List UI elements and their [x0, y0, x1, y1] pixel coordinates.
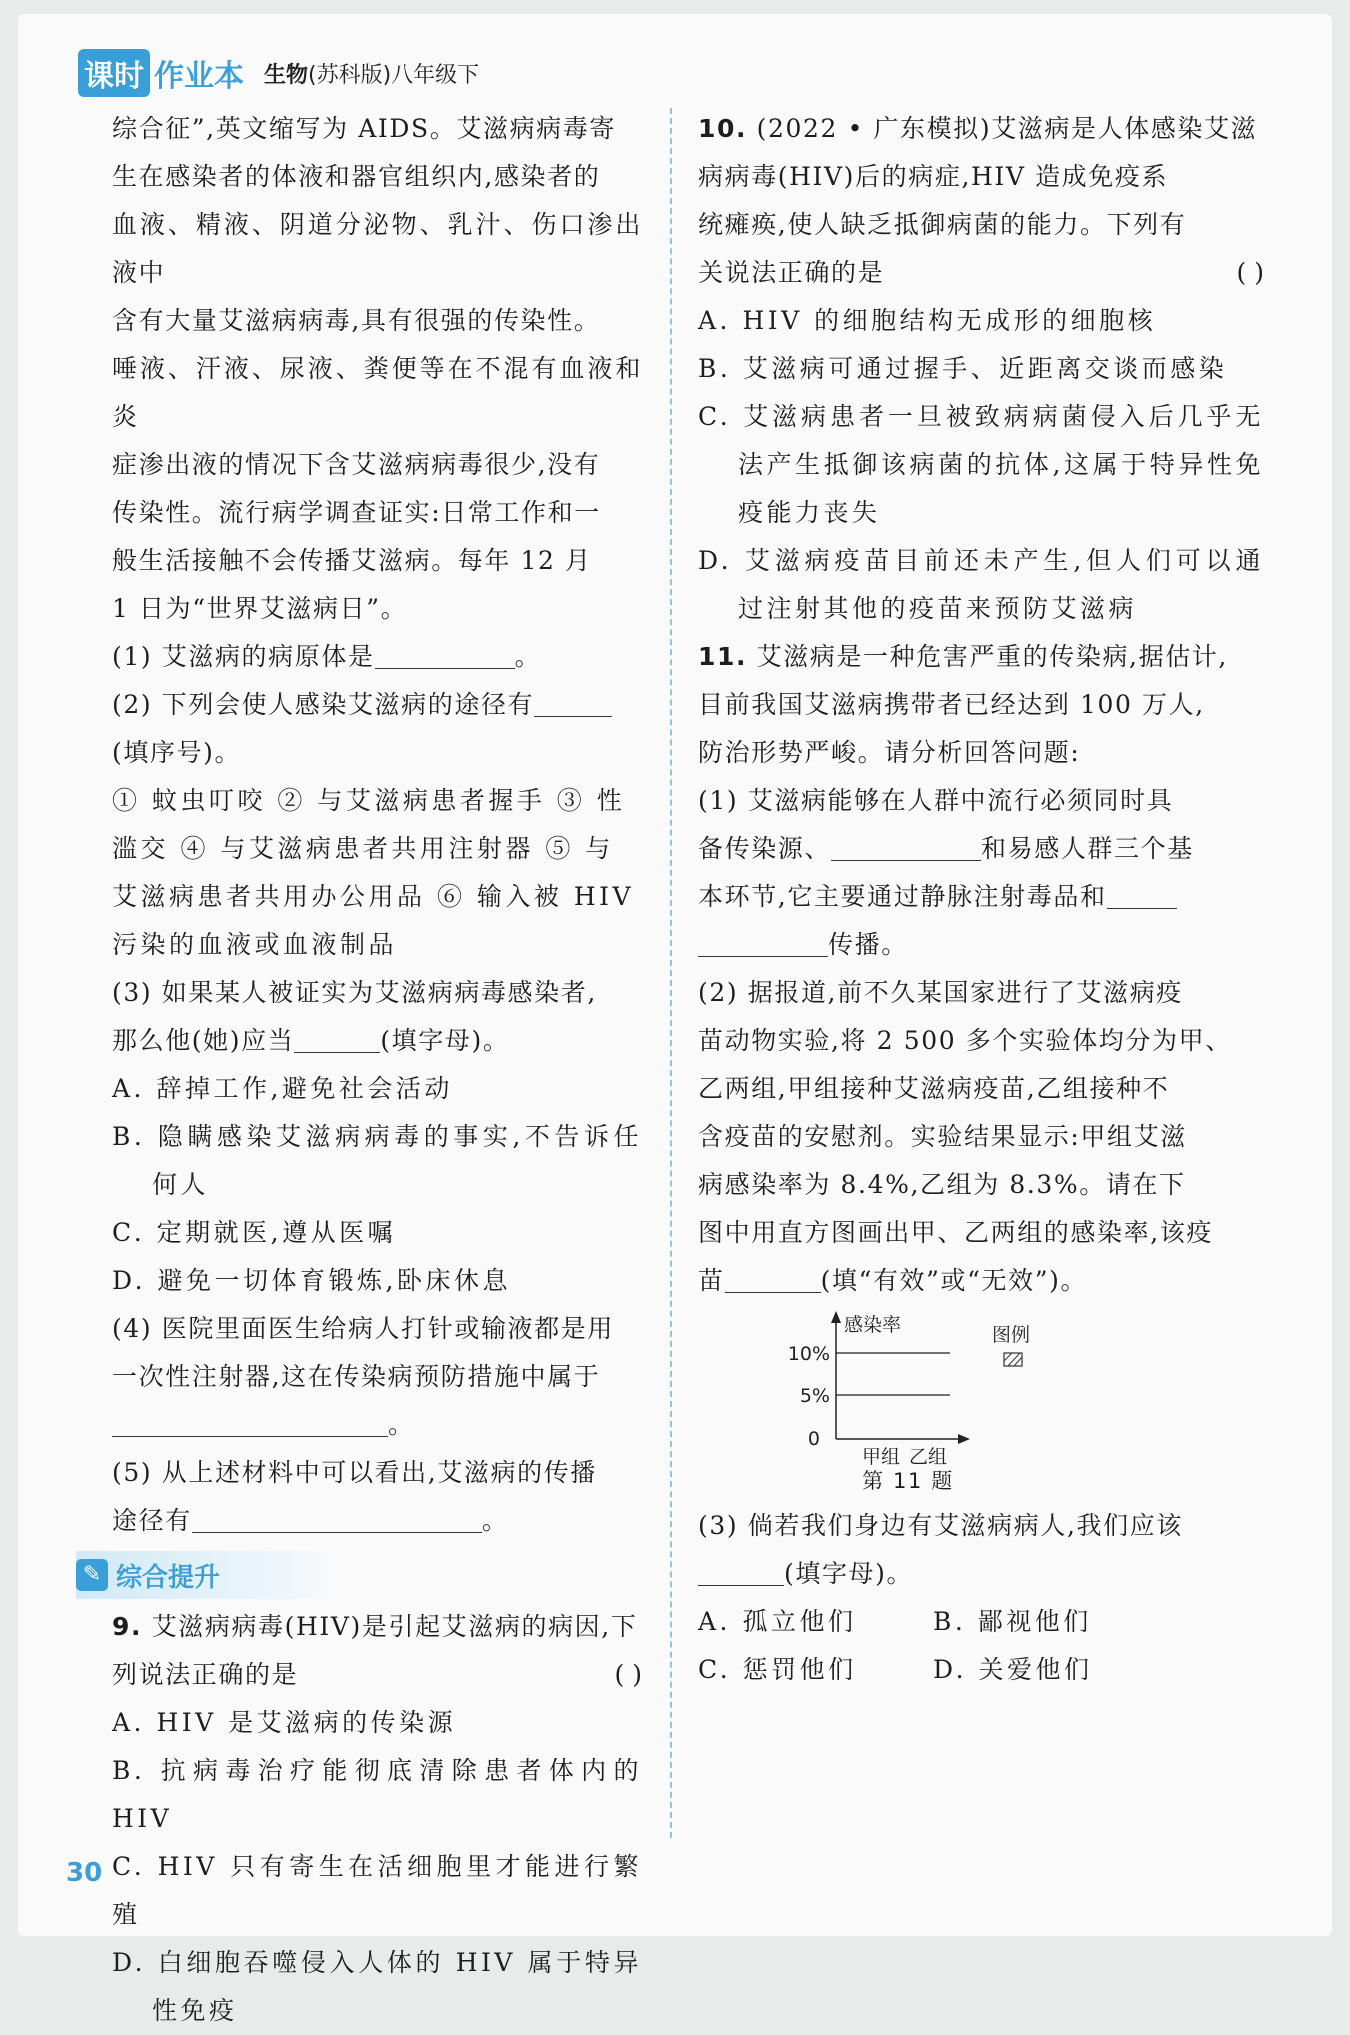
infection-rate-chart	[698, 1311, 1264, 1466]
option-b: B. 隐瞒感染艾滋病病毒的事实,不告诉任何人	[112, 1122, 642, 1199]
option-c: C. HIV 只有寄生在活细胞里才能进行繁殖	[112, 1852, 642, 1929]
text-line: 备传染源、 和易感人群三个基	[698, 834, 1194, 863]
answer-paren[interactable]: ( )	[1236, 258, 1264, 287]
section-title: 综合提升	[116, 1562, 221, 1593]
question-5: (5) 从上述材料中可以看出,艾滋病的传播	[112, 1458, 597, 1487]
text-line: 传播。	[698, 921, 1264, 969]
question-2-options	[112, 777, 642, 969]
column-divider	[670, 108, 672, 1838]
text-line: 病病毒(HIV)后的病症,HIV 造成免疫系	[698, 162, 1169, 191]
x-axis-arrow-icon	[958, 1434, 970, 1444]
intro-passage	[112, 105, 642, 633]
option-d: D. 艾滋病疫苗目前还未产生,但人们可以通过注射其他的疫苗来预防艾滋病	[698, 546, 1264, 623]
option-a: A. HIV 的细胞结构无成形的细胞核	[698, 306, 1157, 335]
legend-hatch	[1004, 1353, 1012, 1361]
answer-blank[interactable]	[534, 688, 612, 717]
answer-blank[interactable]	[375, 640, 515, 669]
text-line: 传染性。流行病学调查证实:日常工作和一	[112, 498, 601, 527]
text-line: 唾液、汗液、尿液、粪便等在不混有血液和炎	[112, 354, 642, 431]
text-line: 症渗出液的情况下含艾滋病病毒很少,没有	[112, 450, 601, 479]
page-number: 30	[66, 1858, 103, 1888]
question-2: (2) 下列会使人感染艾滋病的途径有	[112, 681, 642, 729]
text-line: 关说法正确的是 ( )	[698, 249, 1264, 297]
text-line: 1 日为“世界艾滋病日”。	[112, 594, 408, 623]
text-line: 11. 艾滋病是一种危害严重的传染病,据估计,	[698, 642, 1228, 671]
question-2-cont: (填序号)。	[112, 738, 242, 767]
text-line: 本环节,它主要通过静脉注射毒品和	[698, 873, 1264, 921]
text-line: 苗动物实验,将 2 500 多个实验体均分为甲、	[698, 1026, 1232, 1055]
text-line: 10. (2022 • 广东模拟)艾滋病是人体感染艾滋	[698, 114, 1258, 143]
chart-svg	[698, 1311, 1264, 1466]
option-a: A. 孤立他们	[698, 1607, 857, 1636]
answer-blank[interactable]	[725, 1264, 821, 1293]
text-line: (1) 艾滋病能够在人群中流行必须同时具	[698, 786, 1174, 815]
text-line: 苗 (填“有效”或“无效”)。	[698, 1266, 1088, 1295]
text-line: (2) 据报道,前不久某国家进行了艾滋病疫	[698, 978, 1183, 1007]
pencil-icon: ✎	[76, 1559, 108, 1591]
option-d: D. 避免一切体育锻炼,卧床休息	[112, 1266, 511, 1295]
text-line: (3) 倘若我们身边有艾滋病病人,我们应该	[698, 1511, 1183, 1540]
logo-badge: 课时	[78, 49, 150, 97]
answer-blank[interactable]	[1107, 880, 1177, 909]
text-line: (填字母)。	[698, 1550, 1264, 1598]
answer-blank[interactable]	[698, 928, 828, 957]
text-line: 般生活接触不会传播艾滋病。每年 12 月	[112, 546, 592, 575]
question-1: (1) 艾滋病的病原体是 。	[112, 642, 542, 671]
option-b: B. 鄙视他们	[933, 1607, 1092, 1636]
option-d: D. 关爱他们	[933, 1655, 1093, 1684]
x-tick-label: 甲组	[861, 1446, 901, 1466]
subject-label: 生物(苏科版)八年级下	[264, 62, 480, 88]
question-9-options	[112, 1699, 642, 2035]
question-4: (4) 医院里面医生给病人打针或输液都是用	[112, 1314, 614, 1343]
y-axis-arrow-icon	[831, 1311, 841, 1323]
page-header	[78, 48, 479, 98]
option-line: 艾滋病患者共用办公用品 ⑥ 输入被 HIV	[112, 882, 635, 911]
option-c: C. 定期就医,遵从医嘱	[112, 1218, 397, 1247]
option-a: A. HIV 是艾滋病的传染源	[112, 1708, 457, 1737]
chart-caption: 第 11 题	[862, 1469, 954, 1493]
text-line: 病感染率为 8.4%,乙组为 8.3%。请在下	[698, 1170, 1186, 1199]
question-4-blank: 。	[112, 1401, 642, 1449]
question-9: 9. 艾滋病病毒(HIV)是引起艾滋病的病因,下	[112, 1612, 638, 1641]
section-header	[76, 1551, 336, 1599]
text-line: 图中用直方图画出甲、乙两组的感染率,该疫	[698, 1218, 1213, 1247]
y-tick-label: 10%	[787, 1343, 830, 1365]
text-line: 含有大量艾滋病病毒,具有很强的传染性。	[112, 306, 601, 335]
legend-title: 图例	[992, 1324, 1031, 1346]
right-column	[698, 105, 1264, 1694]
answer-blank[interactable]	[698, 1557, 784, 1586]
text-line: 综合征”,英文缩写为 AIDS。艾滋病病毒寄	[112, 114, 616, 143]
question-10	[698, 105, 1264, 633]
x-tick-label: 乙组	[908, 1446, 948, 1466]
question-4-cont: 一次性注射器,这在传染病预防措施中属于	[112, 1362, 601, 1391]
text-line: 含疫苗的安慰剂。实验结果显示:甲组艾滋	[698, 1122, 1187, 1151]
question-3-options	[112, 1065, 642, 1305]
text-line: 血液、精液、阴道分泌物、乳汁、伤口渗出液中	[112, 210, 642, 287]
text-line: 乙两组,甲组接种艾滋病疫苗,乙组接种不	[698, 1074, 1170, 1103]
question-11	[698, 633, 1264, 1694]
answer-blank[interactable]	[192, 1504, 482, 1533]
option-row	[698, 1598, 1264, 1646]
text-line: 防治形势严峻。请分析回答问题:	[698, 738, 1081, 767]
option-line: 污染的血液或血液制品	[112, 930, 398, 959]
question-3: (3) 如果某人被证实为艾滋病病毒感染者,	[112, 978, 597, 1007]
option-d: D. 白细胞吞噬侵入人体的 HIV 属于特异性免疫	[112, 1948, 642, 2025]
answer-blank[interactable]	[112, 1408, 388, 1437]
option-c: C. 惩罚他们	[698, 1655, 857, 1684]
answer-blank[interactable]	[831, 832, 981, 861]
option-a: A. 辞掉工作,避免社会活动	[112, 1074, 453, 1103]
option-row	[698, 1646, 1264, 1694]
option-b: B. 艾滋病可通过握手、近距离交谈而感染	[698, 354, 1228, 383]
option-line: 滥交 ④ 与艾滋病患者共用注射器 ⑤ 与	[112, 834, 614, 863]
question-5-cont: 途径有 。	[112, 1506, 509, 1535]
question-9-cont: 列说法正确的是 ( )	[112, 1651, 642, 1699]
option-line: ① 蚊虫叮咬 ② 与艾滋病患者握手 ③ 性	[112, 786, 626, 815]
logo-text: 作业本	[154, 59, 244, 94]
text-line: 统瘫痪,使人缺乏抵御病菌的能力。下列有	[698, 210, 1187, 239]
question-3-cont: 那么他(她)应当 (填字母)。	[112, 1026, 510, 1055]
y-axis-label: 感染率	[844, 1314, 902, 1336]
answer-blank[interactable]	[294, 1024, 380, 1053]
answer-paren[interactable]: ( )	[614, 1660, 642, 1689]
text-line: 生在感染者的体液和器官组织内,感染者的	[112, 162, 601, 191]
y-tick-label: 5%	[799, 1385, 830, 1407]
option-b: B. 抗病毒治疗能彻底清除患者体内的 HIV	[112, 1756, 642, 1833]
y-tick-label: 0	[807, 1428, 820, 1450]
option-c: C. 艾滋病患者一旦被致病病菌侵入后几乎无法产生抵御该病菌的抗体,这属于特异性免疫能力丧失	[698, 402, 1264, 527]
text-line: 目前我国艾滋病携带者已经达到 100 万人,	[698, 690, 1205, 719]
